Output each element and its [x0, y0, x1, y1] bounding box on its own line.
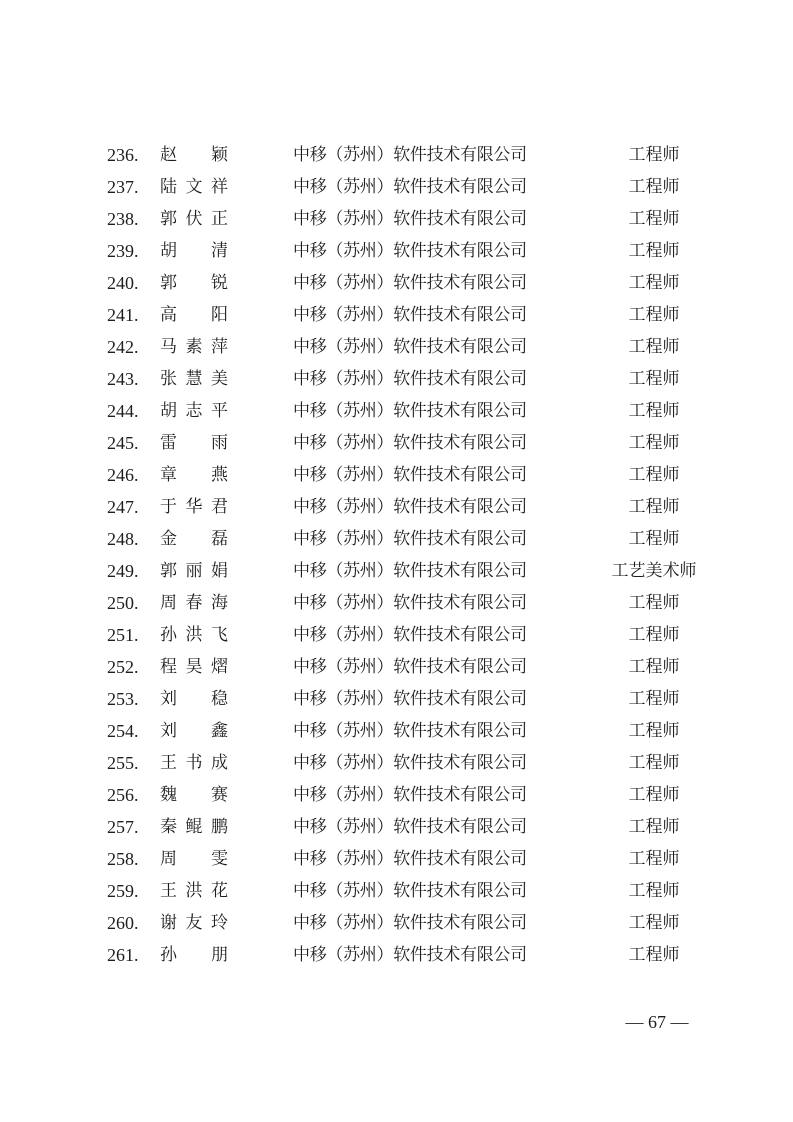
row-number: 237. — [107, 177, 139, 197]
row-number: 257. — [107, 817, 139, 837]
company-name: 中移（苏州）软件技术有限公司 — [293, 209, 527, 229]
job-title: 工程师 — [628, 689, 680, 709]
personnel-list — [0, 139, 793, 971]
person-name: 王洪花 — [160, 881, 228, 901]
list-item — [0, 587, 793, 619]
row-number: 261. — [107, 945, 139, 965]
job-title: 工程师 — [628, 241, 680, 261]
company-name: 中移（苏州）软件技术有限公司 — [293, 241, 527, 261]
company-name: 中移（苏州）软件技术有限公司 — [293, 625, 527, 645]
list-item — [0, 907, 793, 939]
job-title: 工程师 — [628, 753, 680, 773]
row-number: 244. — [107, 401, 139, 421]
person-name: 郭伏正 — [160, 209, 228, 229]
job-title: 工程师 — [628, 401, 680, 421]
row-number: 247. — [107, 497, 139, 517]
company-name: 中移（苏州）软件技术有限公司 — [293, 369, 527, 389]
list-item — [0, 843, 793, 875]
row-number: 256. — [107, 785, 139, 805]
company-name: 中移（苏州）软件技术有限公司 — [293, 177, 527, 197]
row-number: 246. — [107, 465, 139, 485]
job-title: 工程师 — [628, 785, 680, 805]
company-name: 中移（苏州）软件技术有限公司 — [293, 273, 527, 293]
person-name: 魏赛 — [160, 785, 228, 805]
person-name: 赵颖 — [160, 145, 228, 165]
job-title: 工程师 — [628, 465, 680, 485]
list-item — [0, 427, 793, 459]
row-number: 255. — [107, 753, 139, 773]
person-name: 张慧美 — [160, 369, 228, 389]
list-item — [0, 299, 793, 331]
list-item — [0, 459, 793, 491]
row-number: 254. — [107, 721, 139, 741]
company-name: 中移（苏州）软件技术有限公司 — [293, 945, 527, 965]
company-name: 中移（苏州）软件技术有限公司 — [293, 561, 527, 581]
person-name: 马素萍 — [160, 337, 228, 357]
row-number: 238. — [107, 209, 139, 229]
company-name: 中移（苏州）软件技术有限公司 — [293, 785, 527, 805]
row-number: 248. — [107, 529, 139, 549]
job-title: 工程师 — [628, 177, 680, 197]
person-name: 秦鲲鹏 — [160, 817, 228, 837]
person-name: 高阳 — [160, 305, 228, 325]
person-name: 胡志平 — [160, 401, 228, 421]
row-number: 251. — [107, 625, 139, 645]
row-number: 243. — [107, 369, 139, 389]
list-item — [0, 363, 793, 395]
list-item — [0, 235, 793, 267]
job-title: 工程师 — [628, 817, 680, 837]
list-item — [0, 651, 793, 683]
row-number: 258. — [107, 849, 139, 869]
person-name: 雷雨 — [160, 433, 228, 453]
list-item — [0, 939, 793, 971]
job-title: 工程师 — [628, 593, 680, 613]
row-number: 260. — [107, 913, 139, 933]
job-title: 工程师 — [628, 433, 680, 453]
person-name: 谢友玲 — [160, 913, 228, 933]
list-item — [0, 491, 793, 523]
row-number: 249. — [107, 561, 139, 581]
person-name: 周春海 — [160, 593, 228, 613]
company-name: 中移（苏州）软件技术有限公司 — [293, 145, 527, 165]
person-name: 郭锐 — [160, 273, 228, 293]
list-item — [0, 331, 793, 363]
row-number: 242. — [107, 337, 139, 357]
company-name: 中移（苏州）软件技术有限公司 — [293, 913, 527, 933]
row-number: 240. — [107, 273, 139, 293]
company-name: 中移（苏州）软件技术有限公司 — [293, 689, 527, 709]
company-name: 中移（苏州）软件技术有限公司 — [293, 657, 527, 677]
row-number: 253. — [107, 689, 139, 709]
person-name: 孙朋 — [160, 945, 228, 965]
job-title: 工程师 — [628, 849, 680, 869]
person-name: 郭丽娟 — [160, 561, 228, 581]
person-name: 王书成 — [160, 753, 228, 773]
row-number: 250. — [107, 593, 139, 613]
person-name: 程昊熠 — [160, 657, 228, 677]
job-title: 工程师 — [628, 273, 680, 293]
job-title: 工程师 — [628, 305, 680, 325]
list-item — [0, 875, 793, 907]
list-item — [0, 715, 793, 747]
job-title: 工程师 — [628, 625, 680, 645]
list-item — [0, 203, 793, 235]
person-name: 孙洪飞 — [160, 625, 228, 645]
job-title: 工程师 — [628, 913, 680, 933]
list-item — [0, 267, 793, 299]
person-name: 周雯 — [160, 849, 228, 869]
row-number: 239. — [107, 241, 139, 261]
list-item — [0, 395, 793, 427]
person-name: 刘鑫 — [160, 721, 228, 741]
list-item — [0, 779, 793, 811]
company-name: 中移（苏州）软件技术有限公司 — [293, 529, 527, 549]
page-number: — 67 — — [625, 1012, 689, 1032]
row-number: 245. — [107, 433, 139, 453]
job-title: 工程师 — [628, 145, 680, 165]
row-number: 241. — [107, 305, 139, 325]
job-title: 工程师 — [628, 209, 680, 229]
company-name: 中移（苏州）软件技术有限公司 — [293, 337, 527, 357]
person-name: 章燕 — [160, 465, 228, 485]
person-name: 于华君 — [160, 497, 228, 517]
company-name: 中移（苏州）软件技术有限公司 — [293, 401, 527, 421]
company-name: 中移（苏州）软件技术有限公司 — [293, 849, 527, 869]
company-name: 中移（苏州）软件技术有限公司 — [293, 721, 527, 741]
list-item — [0, 747, 793, 779]
company-name: 中移（苏州）软件技术有限公司 — [293, 881, 527, 901]
row-number: 259. — [107, 881, 139, 901]
company-name: 中移（苏州）软件技术有限公司 — [293, 465, 527, 485]
company-name: 中移（苏州）软件技术有限公司 — [293, 817, 527, 837]
person-name: 刘稳 — [160, 689, 228, 709]
list-item — [0, 523, 793, 555]
company-name: 中移（苏州）软件技术有限公司 — [293, 305, 527, 325]
job-title: 工程师 — [628, 369, 680, 389]
list-item — [0, 555, 793, 587]
row-number: 252. — [107, 657, 139, 677]
job-title: 工程师 — [628, 529, 680, 549]
row-number: 236. — [107, 145, 139, 165]
job-title: 工程师 — [628, 881, 680, 901]
list-item — [0, 811, 793, 843]
list-item — [0, 139, 793, 171]
list-item — [0, 683, 793, 715]
job-title: 工程师 — [628, 497, 680, 517]
job-title: 工程师 — [628, 337, 680, 357]
job-title: 工程师 — [628, 945, 680, 965]
job-title: 工艺美术师 — [611, 561, 697, 581]
job-title: 工程师 — [628, 721, 680, 741]
person-name: 金磊 — [160, 529, 228, 549]
list-item — [0, 619, 793, 651]
person-name: 胡清 — [160, 241, 228, 261]
company-name: 中移（苏州）软件技术有限公司 — [293, 753, 527, 773]
list-item — [0, 171, 793, 203]
company-name: 中移（苏州）软件技术有限公司 — [293, 497, 527, 517]
company-name: 中移（苏州）软件技术有限公司 — [293, 433, 527, 453]
job-title: 工程师 — [628, 657, 680, 677]
company-name: 中移（苏州）软件技术有限公司 — [293, 593, 527, 613]
person-name: 陆文祥 — [160, 177, 228, 197]
